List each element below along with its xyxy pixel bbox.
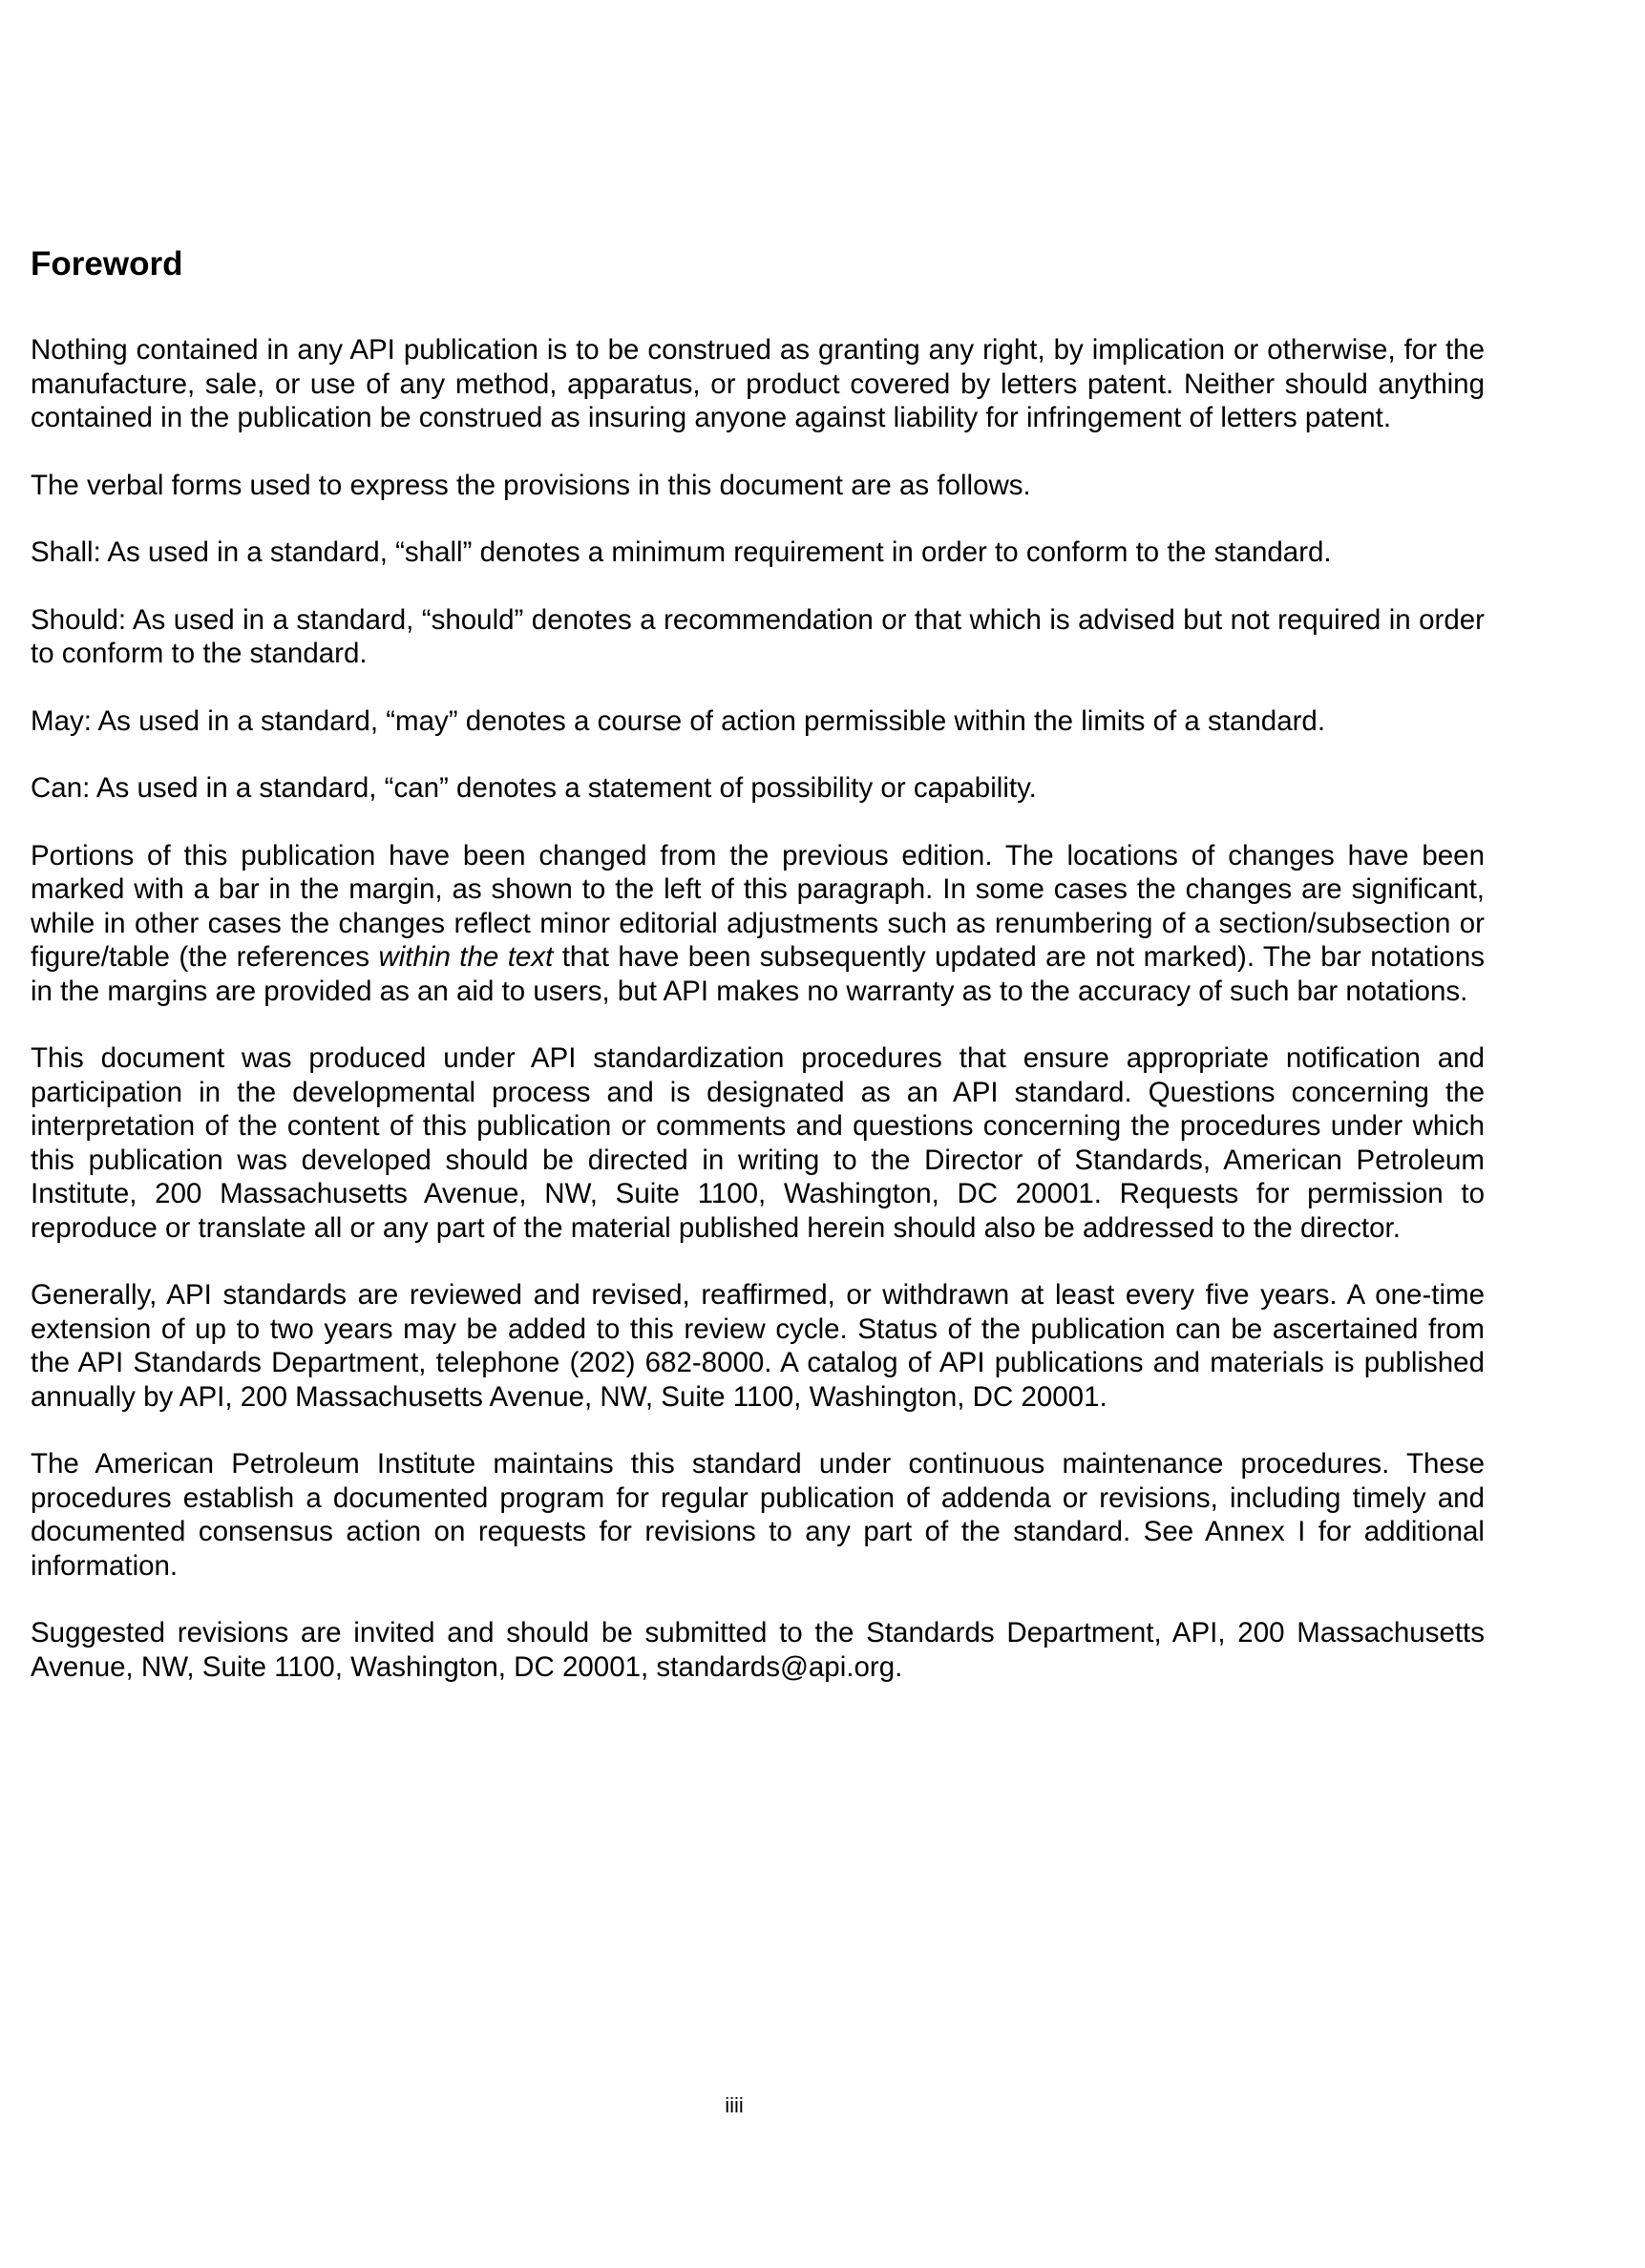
patent-disclaimer-paragraph: Nothing contained in any API publication is to be construed as granting any right, by implication or otherwise, for the manufacture, sale, or use of any method, apparatus, or product covered by letters patent. Neither should anything contained in the publication be construed as insuring anyone against liability for infringement of letters patent. bbox=[31, 334, 1485, 433]
changes-text-italic: within the text bbox=[378, 941, 554, 973]
foreword-body bbox=[31, 333, 1485, 1717]
verbal-forms-intro-paragraph: The verbal forms used to express the provisions in this document are as follows. bbox=[31, 469, 1031, 501]
shall-definition-paragraph: Shall: As used in a standard, “shall” denotes a minimum requirement in order to conform to the standard. bbox=[31, 536, 1332, 568]
continuous-maintenance-paragraph: The American Petroleum Institute maintains this standard under continuous maintenance procedures. These procedures establish a documented program for regular publication of addenda or revisions, including timely and documented consensus action on requests for revisions to any part of the standard. See Annex I for additional information. bbox=[31, 1448, 1485, 1582]
standardization-procedures-paragraph: This document was produced under API standardization procedures that ensure appropriate notification and participation in the developmental process and is designated as an API standard. Questions concerning the interpretation of the content of this publication or comments and questions concerning the procedures under which this publication was developed should be directed in writing to the Director of Standards, American Petroleum Institute, 200 Massachusetts Avenue, NW, Suite 1100, Washington, DC 20001. Requests for permission to reproduce or translate all or any part of the material published herein should also be addressed to the director. bbox=[31, 1042, 1485, 1244]
page-title: Foreword bbox=[31, 245, 183, 283]
should-definition-paragraph: Should: As used in a standard, “should” denotes a recommendation or that which is advised but not required in order to conform to the standard. bbox=[31, 603, 1485, 669]
changes-paragraph bbox=[31, 839, 1485, 1009]
changes-text-end: that have been subsequently updated are not marked). The bar notations in the margins are provided as an aid to users, but API makes no warranty as to the accuracy of such bar notations. bbox=[31, 941, 1485, 1007]
changes-text-start: Portions of this publication have been changed from the previous edition. The locations of changes have been marked with a bar in the margin, as shown to the left of this paragraph. In some cases the changes are significant, while in other cases the changes reflect minor editorial adjustments such as renumbering of a section/subsection or figure/table (the references bbox=[31, 839, 1485, 973]
may-definition-paragraph: May: As used in a standard, “may” denotes a course of action permissible within the limits of a standard. bbox=[31, 704, 1326, 737]
review-cycle-paragraph: Generally, API standards are reviewed and revised, reaffirmed, or withdrawn at least every five years. A one-time extension of up to two years may be added to this review cycle. Status of the publication can be ascertained from the API Standards Department, telephone (202) 682-8000. A catalog of API publications and materials is published annually by API, 200 Massachusetts Avenue, NW, Suite 1100, Washington, DC 20001. bbox=[31, 1279, 1485, 1413]
can-definition-paragraph: Can: As used in a standard, “can” denotes a statement of possibility or capability. bbox=[31, 772, 1037, 804]
suggested-revisions-paragraph: Suggested revisions are invited and should be submitted to the Standards Department, API, 200 Massachusetts Avenue, NW, Suite 1100, Washington, DC 20001, standards@api.org. bbox=[31, 1617, 1485, 1683]
page-number: iiii bbox=[725, 2093, 744, 2117]
